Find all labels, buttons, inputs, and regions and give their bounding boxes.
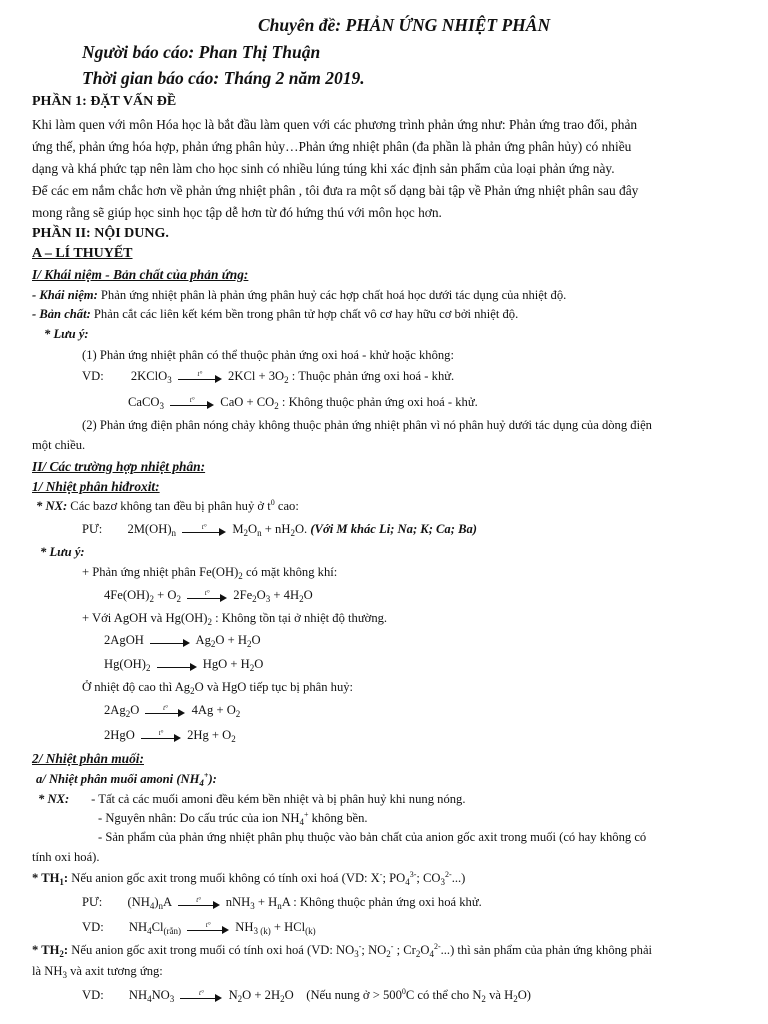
reaction-arrow: t° (187, 589, 227, 603)
reaction-arrow: t° (182, 523, 226, 537)
nx2-b2: - Nguyên nhân: Do cấu trúc của ion $NH_4^+$ không bền. (98, 810, 368, 827)
eq1-note: : Thuộc phản ứng oxi hoá - khử. (288, 369, 455, 383)
section-2-title: II/ Các trường hợp nhiệt phân: (32, 459, 206, 474)
section-2-1-title: 1/ Nhiệt phân hiđroxit: (32, 479, 160, 494)
pu-label: PƯ: (82, 522, 103, 536)
nx2-b1: * NX: - Tất cả các muối amoni đều kém bền nhiệt và bị phân huỷ khi nung nóng. (38, 792, 466, 806)
nature (32, 306, 518, 323)
th1-pu-eq: PƯ: $(NH_4)_nA$ t° $nNH_3 + H_nA$ : Không thuộc phản ứng oxi hoá khử. (82, 895, 482, 911)
th1-line: * $TH_1$: Nếu anion gốc axit trong muối không có tính oxi hoá (VD: X-; $PO_4^{3-}$; $CO_3^{2-}$...) (32, 870, 466, 887)
nature-text: Phản cắt các liên kết kém bền trong phân tử hợp chất vô cơ hay hữu cơ bởi nhiệt độ. (90, 307, 519, 321)
pu-eq: PƯ: $2M(OH)_n$ t° $M_2O_n + nH_2O$. (Với M khác Li; Na; K; Ca; Ba) (82, 522, 477, 538)
part1-para2-line2: mong rằng sẽ giúp học sinh học tập dễ hơn từ đó hứng thú với môn học hơn. (32, 205, 442, 220)
note-1: (1) Phản ứng nhiệt phân có thể thuộc phản ứng oxi hoá - khử hoặc không: (82, 348, 454, 362)
section-2-2a-title: a/ Nhiệt phân muối amoni $(NH_4^+)$: (36, 771, 217, 788)
definition-label: - Khái niệm: (32, 288, 98, 302)
definition-text: Phản ứng nhiệt phân là phản ứng phân huỷ các hợp chất hoá học dưới tác dụng của nhiệt độ. (97, 288, 567, 302)
reaction-arrow: t° (178, 370, 222, 384)
hgo-eq: 2HgO t° $2Hg + O_2$ (104, 728, 236, 744)
section-a-title: A – LÍ THUYẾT (32, 246, 133, 261)
ag2o-eq: $2Ag_2O$ t° $4Ag + O_2$ (104, 703, 241, 719)
note-label: * Lưu ý: (44, 327, 89, 341)
section-2-2-title: 2/ Nhiệt phân muối: (32, 751, 144, 766)
nature-label: - Bản chất: (32, 307, 91, 321)
part1-title: PHẦN 1: ĐẶT VẤN ĐỀ (32, 94, 177, 109)
nx2-b3-line2: tính oxi hoá). (32, 850, 100, 864)
example-eq-1: VD: 2KClO$_3$ t° $2KCl + 3O_2$ : Thuộc phản ứng oxi hoá - khử. (82, 369, 455, 385)
part1-para1-line2: ứng thế, phản ứng hóa hợp, phản ứng phân hủy…Phản ứng nhiệt phân (đa phần là phản ứng phân hủy) có nhiều (32, 139, 632, 154)
part2-title: PHẦN II: NỘI DUNG. (32, 226, 169, 241)
definition (32, 287, 566, 304)
reaction-arrow: t° (141, 729, 181, 743)
reaction-arrow (150, 634, 190, 648)
topic-title: Chuyên đề: PHẢN ỨNG NHIỆT PHÂN (258, 15, 551, 35)
section-1-title: I/ Khái niệm - Bản chất của phản ứng: (32, 267, 249, 282)
th1-vd-eq: VD: $NH_4Cl_{(rắn)}$ t° $NH_{3 (k)} + HCl_{(k)}$ (82, 920, 316, 936)
agoh-eq: 2AgOH $Ag_2O + H_2O$ (104, 633, 261, 649)
reaction-arrow: t° (180, 989, 222, 1003)
eq2-note: : Không thuộc phản ứng oxi hoá - khử. (278, 395, 478, 409)
part1-para1-line3: dạng và khá phức tạp nên làm cho học sinh có nhiều lúng túng khi xác định sản phẩm của loại phản ứng này. (32, 161, 615, 176)
part1-para2-line1: Để các em nắm chắc hơn về phản ứng nhiệt phân , tôi đưa ra một số dạng bài tập về Phản ứng nhiệt phân sau đây (32, 183, 639, 198)
note-2-line2: một chiều. (32, 438, 86, 452)
nh4no3-eq: VD: $NH_4NO_3$ t° $N_2O + 2H_2O$ (Nếu nung ở > $500^0C$ có thể cho $N_2$ và $H_2O$) (82, 987, 531, 1004)
fe-eq: $4Fe(OH)_2 + O_2$ t° $2Fe_2O_3 + 4H_2O$ (104, 588, 313, 604)
reaction-arrow: t° (145, 704, 185, 718)
reaction-arrow: t° (178, 896, 220, 910)
note-2-line1: (2) Phản ứng điện phân nóng chảy không thuộc phản ứng nhiệt phân vì nó phân huỷ dưới tác dụng của dòng điện (82, 418, 652, 432)
high-temp-line: Ở nhiệt độ cao thì $Ag_2O$ và HgO tiếp tục bị phân huỷ: (82, 680, 354, 696)
example-eq-2: CaCO$_3$ t° CaO + $CO_2$ : Không thuộc phản ứng oxi hoá - khử. (128, 395, 478, 411)
th2-line: * $TH_2$: Nếu anion gốc axit trong muối có tính oxi hoá (VD: $NO_3^-$; $NO_2^-$ ; $Cr_2O_4^{2-}$...) thì sản phẩm của phản ứng không phải (32, 942, 653, 959)
vd-label: VD: (82, 369, 104, 383)
note-b-label: * Lưu ý: (40, 545, 85, 559)
report-time: Thời gian báo cáo: Tháng 2 năm 2019. (82, 68, 365, 88)
ag-line: + Với AgOH và $Hg(OH)_2$ : Không tồn tại ở nhiệt độ thường. (82, 611, 388, 627)
nx2-b3-line1: - Sản phẩm của phản ứng nhiệt phân phụ thuộc vào bản chất của anion gốc axit trong muối (có hay không có (98, 830, 647, 844)
reaction-arrow (157, 658, 197, 672)
pu-note: (Với M khác Li; Na; K; Ca; Ba) (310, 522, 477, 536)
reaction-arrow: t° (187, 921, 229, 935)
hgoh-eq: $Hg(OH)_2$ HgO + $H_2O$ (104, 657, 264, 673)
nx-line: * NX: Các bazơ không tan đều bị phân huỷ ở $t^0$ cao: (36, 498, 299, 513)
reporter: Người báo cáo: Phan Thị Thuận (82, 42, 321, 62)
fe-line: + Phản ứng nhiệt phân $Fe(OH)_2$ có mặt không khí: (82, 565, 338, 581)
part1-para1-line1: Khi làm quen với môn Hóa học là bắt đầu làm quen với các phương trình phản ứng như: Phản ứng trao đổi, phản (32, 117, 638, 132)
reaction-arrow: t° (170, 396, 214, 410)
th2-line2: là $NH_3$ và axit tương ứng: (32, 964, 163, 980)
